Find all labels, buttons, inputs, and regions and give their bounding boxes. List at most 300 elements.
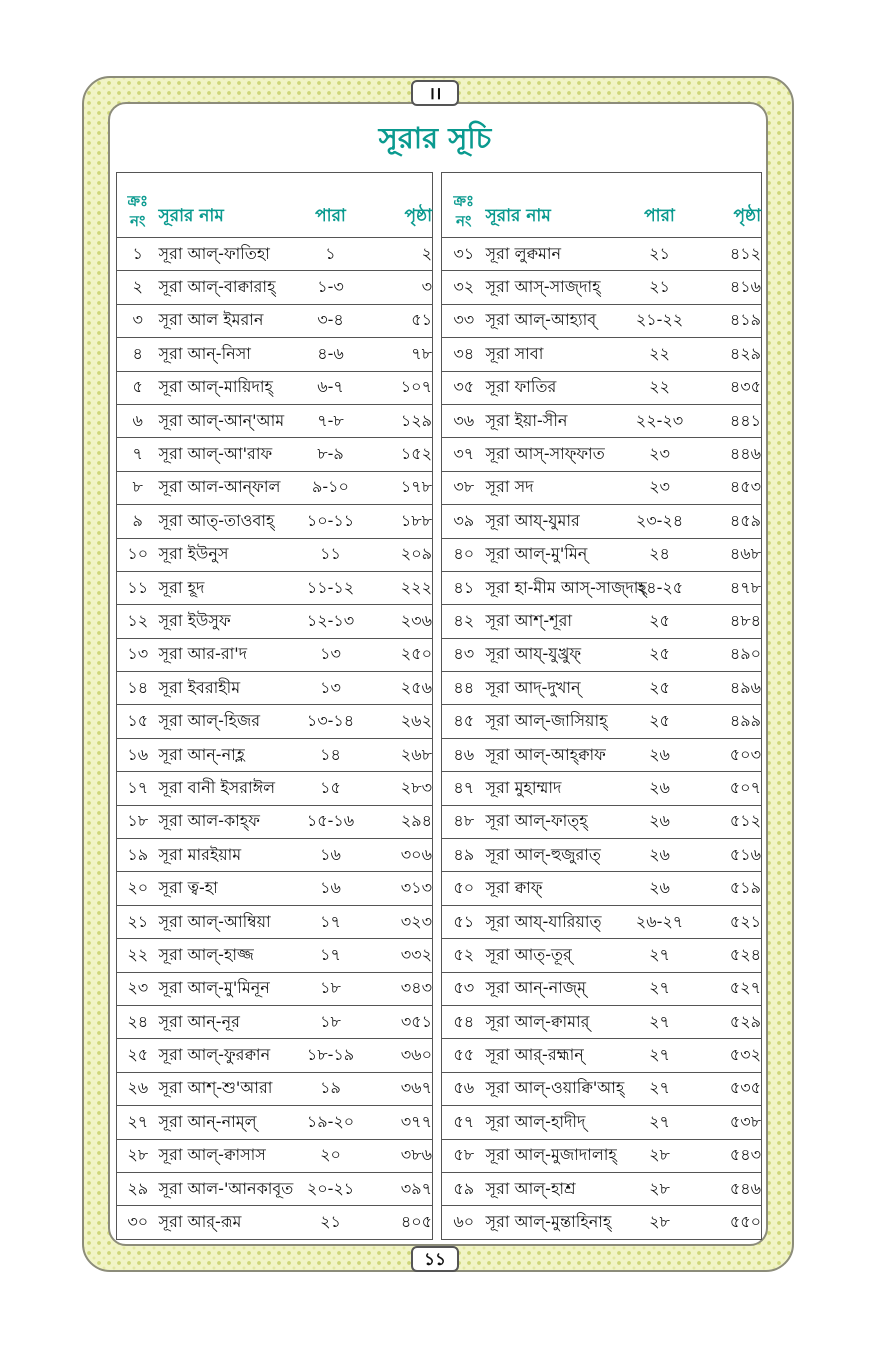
surah-serial: ২০ <box>117 872 159 905</box>
surah-serial: ৫১ <box>442 905 486 938</box>
table-row <box>117 1139 433 1172</box>
header-serial <box>117 173 159 238</box>
surah-page: ২৩৬ <box>363 605 433 638</box>
surah-para: ২১-২২ <box>628 304 692 337</box>
surah-para: ১৩ <box>299 638 363 671</box>
surah-page: ২৫৬ <box>363 672 433 705</box>
surah-page: ৩০৬ <box>363 839 433 872</box>
surah-page: ১৮৮ <box>363 505 433 538</box>
surah-serial: ৫৭ <box>442 1106 486 1139</box>
surah-page: ৪৯০ <box>692 638 762 671</box>
surah-name: সূরা ইয়া-সীন <box>486 404 628 437</box>
surah-serial: ৩৭ <box>442 438 486 471</box>
surah-para: ২০-২১ <box>299 1172 363 1205</box>
table-row <box>117 304 433 337</box>
surah-page: ১২৯ <box>363 404 433 437</box>
surah-serial: ৩৯ <box>442 505 486 538</box>
surah-para: ১৪ <box>299 738 363 771</box>
surah-name: সূরা সদ <box>486 471 628 504</box>
surah-para: ২৩ <box>628 438 692 471</box>
table-header-row <box>442 173 762 238</box>
table-row <box>442 705 762 738</box>
surah-serial: ৭ <box>117 438 159 471</box>
surah-para: ২৫ <box>628 605 692 638</box>
surah-page: ৪০৫ <box>363 1206 433 1239</box>
surah-table-left <box>116 172 433 1240</box>
table-row <box>442 338 762 371</box>
table-row <box>442 471 762 504</box>
surah-page: ৪২৯ <box>692 338 762 371</box>
table-row <box>442 404 762 437</box>
surah-page: ১৭৮ <box>363 471 433 504</box>
surah-page: ৫০৭ <box>692 772 762 805</box>
table-row <box>442 238 762 271</box>
surah-serial: ৬ <box>117 404 159 437</box>
surah-serial: ১৫ <box>117 705 159 738</box>
surah-para: ২৩ <box>628 471 692 504</box>
surah-name: সূরা আল্-ওয়াক্বি'আহ্ <box>486 1072 628 1105</box>
surah-name: সূরা ইউনুস <box>159 538 299 571</box>
surah-page: ৫৩৮ <box>692 1106 762 1139</box>
surah-para: ২০ <box>299 1139 363 1172</box>
surah-serial: ১১ <box>117 571 159 604</box>
surah-para: ১৫-১৬ <box>299 805 363 838</box>
table-row <box>442 672 762 705</box>
surah-para: ২৫ <box>628 672 692 705</box>
surah-serial: ৯ <box>117 505 159 538</box>
surah-page: ৫৩২ <box>692 1039 762 1072</box>
surah-name: সূরা আল্-আ'রাফ <box>159 438 299 471</box>
surah-page: ৪৫৩ <box>692 471 762 504</box>
surah-name: সূরা আল্-মু'মিন্ <box>486 538 628 571</box>
surah-serial: ৪৮ <box>442 805 486 838</box>
surah-para: ২৬ <box>628 772 692 805</box>
table-row <box>442 839 762 872</box>
surah-serial: ৪৬ <box>442 738 486 771</box>
surah-page: ২২২ <box>363 571 433 604</box>
surah-para: ২৭ <box>628 1039 692 1072</box>
surah-page: ৫৩৫ <box>692 1072 762 1105</box>
surah-para: ২৫ <box>628 705 692 738</box>
surah-serial: ২২ <box>117 939 159 972</box>
surah-serial: ২৩ <box>117 972 159 1005</box>
surah-page: ৫২১ <box>692 905 762 938</box>
surah-para: ১ <box>299 238 363 271</box>
surah-serial: ৫৩ <box>442 972 486 1005</box>
header-serial-line1: ক্রঃ <box>453 192 475 210</box>
surah-name: সূরা আল্-হাজ্জ <box>159 939 299 972</box>
surah-page: ৪৯৬ <box>692 672 762 705</box>
table-row <box>117 1172 433 1205</box>
surah-name: সূরা বানী ইসরাঈল <box>159 772 299 805</box>
surah-name: সূরা আল্-মায়িদাহ্ <box>159 371 299 404</box>
surah-page: ৪৩৫ <box>692 371 762 404</box>
surah-serial: ২ <box>117 271 159 304</box>
table-row <box>442 605 762 638</box>
surah-name: সূরা আল্-জাসিয়াহ্ <box>486 705 628 738</box>
table-row <box>117 238 433 271</box>
surah-serial: ২৭ <box>117 1106 159 1139</box>
surah-page: ৪১৬ <box>692 271 762 304</box>
table-row <box>442 1172 762 1205</box>
table-row <box>442 1106 762 1139</box>
surah-page: ৩ <box>363 271 433 304</box>
surah-page: ৩১৩ <box>363 872 433 905</box>
surah-para: ১৩-১৪ <box>299 705 363 738</box>
surah-name: সূরা ত্ব-হা <box>159 872 299 905</box>
table-row <box>117 505 433 538</box>
surah-name: সূরা আশ্-শু'আরা <box>159 1072 299 1105</box>
table-header-row <box>117 173 433 238</box>
surah-name: সূরা মারইয়াম <box>159 839 299 872</box>
surah-para: ১১-১২ <box>299 571 363 604</box>
surah-name: সূরা আল্-হিজর <box>159 705 299 738</box>
table-row <box>117 1206 433 1239</box>
table-row <box>442 905 762 938</box>
surah-serial: ৪ <box>117 338 159 371</box>
surah-para: ২৪-২৫ <box>628 571 692 604</box>
surah-name: সূরা আন্-নূর <box>159 1005 299 1038</box>
table-row <box>117 605 433 638</box>
surah-para: ২৭ <box>628 1072 692 1105</box>
table-row <box>442 438 762 471</box>
surah-para: ২১ <box>628 238 692 271</box>
surah-page: ১৫২ <box>363 438 433 471</box>
surah-para: ১৮ <box>299 972 363 1005</box>
surah-page: ৫২৯ <box>692 1005 762 1038</box>
surah-para: ১৮-১৯ <box>299 1039 363 1072</box>
table-row <box>117 338 433 371</box>
surah-serial: ১৭ <box>117 772 159 805</box>
surah-name: সূরা ইবরাহীম <box>159 672 299 705</box>
surah-serial: ১০ <box>117 538 159 571</box>
surah-name: সূরা আল্-ফুরক্বান <box>159 1039 299 1072</box>
surah-para: ২২-২৩ <box>628 404 692 437</box>
table-row <box>442 1039 762 1072</box>
table-row <box>442 271 762 304</box>
surah-para: ১৮ <box>299 1005 363 1038</box>
table-row <box>442 939 762 972</box>
surah-name: সূরা আল্-আন্'আম <box>159 404 299 437</box>
surah-name: সূরা আল্-আহ্ক্বাফ <box>486 738 628 771</box>
surah-para: ২৪ <box>628 538 692 571</box>
surah-name: সূরা আল্-ফাতিহা <box>159 238 299 271</box>
table-row <box>117 571 433 604</box>
surah-page: ৪৪১ <box>692 404 762 437</box>
table-row <box>117 805 433 838</box>
surah-para: ২৬ <box>628 738 692 771</box>
page-number-top: ।। <box>411 80 459 106</box>
surah-name: সূরা আর্-রূম <box>159 1206 299 1239</box>
surah-name: সূরা আল ইমরান <box>159 304 299 337</box>
surah-page: ৫৪৬ <box>692 1172 762 1205</box>
surah-name: সূরা হূদ <box>159 571 299 604</box>
table-row <box>117 972 433 1005</box>
surah-serial: ৪২ <box>442 605 486 638</box>
header-surah-name: সূরার নাম <box>159 173 299 238</box>
surah-name: সূরা আল্-হুজুরাত্ <box>486 839 628 872</box>
surah-page: ৩৮৬ <box>363 1139 433 1172</box>
surah-name: সূরা আয্-যুমার <box>486 505 628 538</box>
surah-page: ৫১৯ <box>692 872 762 905</box>
surah-para: ২৬ <box>628 805 692 838</box>
surah-name: সূরা ইউসুফ <box>159 605 299 638</box>
surah-page: ৪৫৯ <box>692 505 762 538</box>
surah-serial: ২৮ <box>117 1139 159 1172</box>
surah-name: সূরা আল্-মুম্তাহিনাহ্ <box>486 1206 628 1239</box>
page-number-bottom: ১১ <box>411 1246 459 1272</box>
surah-para: ২৬ <box>628 839 692 872</box>
surah-para: ১৭ <box>299 939 363 972</box>
surah-serial: ৬০ <box>442 1206 486 1239</box>
surah-para: ৬-৭ <box>299 371 363 404</box>
surah-serial: ২১ <box>117 905 159 938</box>
surah-para: ১৬ <box>299 839 363 872</box>
surah-serial: ৫০ <box>442 872 486 905</box>
surah-name: সূরা লুক্বমান <box>486 238 628 271</box>
surah-para: ২৮ <box>628 1139 692 1172</box>
surah-name: সূরা আল্-হাশ্র <box>486 1172 628 1205</box>
surah-page: ২ <box>363 238 433 271</box>
surah-serial: ৪৩ <box>442 638 486 671</box>
table-row <box>442 1206 762 1239</box>
surah-serial: ৩১ <box>442 238 486 271</box>
surah-para: ১৬ <box>299 872 363 905</box>
surah-serial: ৫৮ <box>442 1139 486 1172</box>
table-row <box>117 939 433 972</box>
surah-name: সূরা ফাতির <box>486 371 628 404</box>
surah-serial: ১৪ <box>117 672 159 705</box>
surah-serial: ৫৪ <box>442 1005 486 1038</box>
surah-serial: ২৪ <box>117 1005 159 1038</box>
surah-page: ৫০৩ <box>692 738 762 771</box>
surah-para: ২৭ <box>628 972 692 1005</box>
surah-serial: ৪১ <box>442 571 486 604</box>
surah-page: ২৬৮ <box>363 738 433 771</box>
surah-para: ২৮ <box>628 1172 692 1205</box>
table-row <box>117 471 433 504</box>
page-title: সূরার সূচি <box>378 121 492 155</box>
surah-para: ১১ <box>299 538 363 571</box>
surah-para: ১৯ <box>299 1072 363 1105</box>
surah-serial: ৪৪ <box>442 672 486 705</box>
surah-name: সূরা আয্-যুখ্রুফ্ <box>486 638 628 671</box>
surah-page: ৩৬৭ <box>363 1072 433 1105</box>
surah-name: সূরা আল্-বাক্বারাহ্ <box>159 271 299 304</box>
surah-serial: ৪৭ <box>442 772 486 805</box>
surah-name: সূরা আর্-রহ্মান্ <box>486 1039 628 1072</box>
surah-serial: ২৯ <box>117 1172 159 1205</box>
surah-page: ২৮৩ <box>363 772 433 805</box>
table-row <box>442 1139 762 1172</box>
table-row <box>117 672 433 705</box>
surah-page: ৩৬০ <box>363 1039 433 1072</box>
header-serial <box>442 173 486 238</box>
table-row <box>117 905 433 938</box>
table-row <box>117 1005 433 1038</box>
table-row <box>442 738 762 771</box>
table-row <box>442 972 762 1005</box>
surah-serial: ৪০ <box>442 538 486 571</box>
surah-serial: ৩৮ <box>442 471 486 504</box>
surah-para: ২৮ <box>628 1206 692 1239</box>
table-row <box>442 505 762 538</box>
surah-name: সূরা আল্-আহ্যাব্ <box>486 304 628 337</box>
surah-serial: ১৯ <box>117 839 159 872</box>
surah-para: ২৭ <box>628 939 692 972</box>
surah-page: ৩৯৭ <box>363 1172 433 1205</box>
surah-serial: ৩০ <box>117 1206 159 1239</box>
surah-serial: ৩২ <box>442 271 486 304</box>
surah-serial: ৫৯ <box>442 1172 486 1205</box>
surah-serial: ৫২ <box>442 939 486 972</box>
surah-page: ৩৪৩ <box>363 972 433 1005</box>
table-row <box>117 705 433 738</box>
surah-page: ৩৫১ <box>363 1005 433 1038</box>
header-para: পারা <box>299 173 363 238</box>
surah-para: ৩-৪ <box>299 304 363 337</box>
surah-name: সূরা আল্-ক্বাসাস <box>159 1139 299 1172</box>
surah-name: সূরা আদ্-দুখান্ <box>486 672 628 705</box>
surah-para: ২১ <box>299 1206 363 1239</box>
surah-serial: ১৩ <box>117 638 159 671</box>
table-row <box>117 872 433 905</box>
table-row <box>442 571 762 604</box>
surah-page: ২৬২ <box>363 705 433 738</box>
surah-name: সূরা আল্-ফাত্হ্ <box>486 805 628 838</box>
surah-page: ২০৯ <box>363 538 433 571</box>
surah-para: ২২ <box>628 338 692 371</box>
surah-serial: ৪৫ <box>442 705 486 738</box>
surah-para: ২২ <box>628 371 692 404</box>
surah-para: ২৭ <box>628 1106 692 1139</box>
surah-para: ২৭ <box>628 1005 692 1038</box>
surah-name: সূরা আস্-সাজ্দাহ্ <box>486 271 628 304</box>
table-row <box>442 1072 762 1105</box>
surah-name: সূরা আন্-নিসা <box>159 338 299 371</box>
surah-para: ১৯-২০ <box>299 1106 363 1139</box>
table-row <box>117 638 433 671</box>
surah-para: ১-৩ <box>299 271 363 304</box>
table-row <box>442 304 762 337</box>
header-page: পৃষ্ঠা <box>692 173 762 238</box>
header-serial-line2: নং <box>130 212 146 230</box>
table-row <box>442 638 762 671</box>
surah-page: ৪৭৮ <box>692 571 762 604</box>
surah-name: সূরা আয্-যারিয়াত্ <box>486 905 628 938</box>
table-row <box>117 271 433 304</box>
surah-para: ১২-১৩ <box>299 605 363 638</box>
table-row <box>442 1005 762 1038</box>
surah-para: ২৬ <box>628 872 692 905</box>
table-row <box>442 538 762 571</box>
table-row <box>442 872 762 905</box>
surah-serial: ৫৬ <box>442 1072 486 1105</box>
surah-para: ১০-১১ <box>299 505 363 538</box>
table-row <box>442 772 762 805</box>
header-serial-line2: নং <box>456 212 472 230</box>
surah-serial: ৮ <box>117 471 159 504</box>
surah-name: সূরা আল্-ক্বামার্ <box>486 1005 628 1038</box>
surah-serial: ৩ <box>117 304 159 337</box>
surah-serial: ৩৫ <box>442 371 486 404</box>
table-row <box>117 772 433 805</box>
surah-page: ২৯৪ <box>363 805 433 838</box>
table-row <box>117 538 433 571</box>
surah-table-right <box>441 172 762 1240</box>
surah-page: ৩৭৭ <box>363 1106 433 1139</box>
table-row <box>442 371 762 404</box>
surah-page: ৫১৬ <box>692 839 762 872</box>
surah-serial: ৩৩ <box>442 304 486 337</box>
surah-name: সূরা আশ্-শূরা <box>486 605 628 638</box>
surah-para: ২১ <box>628 271 692 304</box>
surah-page: ৫৫০ <box>692 1206 762 1239</box>
surah-page: ৫৪৩ <box>692 1139 762 1172</box>
surah-name: সূরা আর-রা'দ <box>159 638 299 671</box>
surah-name: সূরা আল-'আনকাবূত <box>159 1172 299 1205</box>
surah-page: ৭৮ <box>363 338 433 371</box>
table-row <box>117 404 433 437</box>
surah-para: ৮-৯ <box>299 438 363 471</box>
surah-serial: ৫ <box>117 371 159 404</box>
surah-para: ১৩ <box>299 672 363 705</box>
surah-para: ২৫ <box>628 638 692 671</box>
surah-name: সূরা হা-মীম আস্-সাজ্দাহ্ <box>486 571 628 604</box>
surah-name: সূরা সাবা <box>486 338 628 371</box>
surah-page: ৩৩২ <box>363 939 433 972</box>
surah-name: সূরা আত্-তূর্ <box>486 939 628 972</box>
header-para: পারা <box>628 173 692 238</box>
surah-serial: ৫৫ <box>442 1039 486 1072</box>
header-page: পৃষ্ঠা <box>363 173 433 238</box>
surah-para: ২৬-২৭ <box>628 905 692 938</box>
surah-page: ৫২৭ <box>692 972 762 1005</box>
surah-name: সূরা আস্-সাফ্ফাত <box>486 438 628 471</box>
surah-page: ৫১২ <box>692 805 762 838</box>
surah-page: ৪৯৯ <box>692 705 762 738</box>
surah-serial: ২৬ <box>117 1072 159 1105</box>
surah-name: সূরা আন্-নাম্ল্ <box>159 1106 299 1139</box>
surah-serial: ৩৬ <box>442 404 486 437</box>
surah-page: ৩২৩ <box>363 905 433 938</box>
surah-para: ৪-৬ <box>299 338 363 371</box>
surah-name: সূরা মুহাম্মাদ <box>486 772 628 805</box>
table-row <box>117 1039 433 1072</box>
surah-page: ১০৭ <box>363 371 433 404</box>
surah-para: ১৭ <box>299 905 363 938</box>
surah-serial: ১৬ <box>117 738 159 771</box>
surah-para: ২৩-২৪ <box>628 505 692 538</box>
surah-page: ৫১ <box>363 304 433 337</box>
surah-page: ৫২৪ <box>692 939 762 972</box>
surah-serial: ২৫ <box>117 1039 159 1072</box>
surah-name: সূরা আত্-তাওবাহ্ <box>159 505 299 538</box>
surah-serial: ১২ <box>117 605 159 638</box>
surah-name: সূরা আল-কাহ্ফ <box>159 805 299 838</box>
surah-serial: ১৮ <box>117 805 159 838</box>
surah-page: ৪৪৬ <box>692 438 762 471</box>
surah-name: সূরা আল্-হাদীদ্ <box>486 1106 628 1139</box>
surah-para: ৭-৮ <box>299 404 363 437</box>
surah-name: সূরা আল-আন্ফাল <box>159 471 299 504</box>
surah-serial: ৪৯ <box>442 839 486 872</box>
surah-name: সূরা আল্-আম্বিয়া <box>159 905 299 938</box>
surah-name: সূরা আন্-নাজ্ম্ <box>486 972 628 1005</box>
header-surah-name: সূরার নাম <box>486 173 628 238</box>
header-serial-line1: ক্রঃ <box>127 192 149 210</box>
table-row <box>117 1106 433 1139</box>
